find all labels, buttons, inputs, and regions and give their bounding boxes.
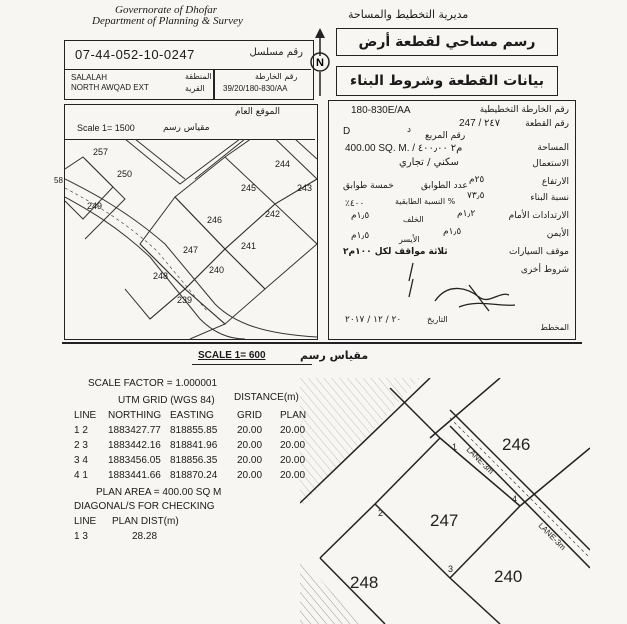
distance-title: DISTANCE(m) [234, 392, 299, 403]
main-scale: SCALE 1= 600 [198, 350, 266, 361]
coord-cell: 20.00 [280, 455, 306, 466]
location-map-header [65, 105, 315, 140]
corner-3: 3 [448, 564, 454, 574]
floors-value: خمسة طوابق [343, 181, 394, 191]
loc-plot-247: 247 [183, 245, 199, 255]
loc-plot-243: 243 [297, 183, 313, 193]
loc-plot-250: 250 [117, 169, 133, 179]
corner-2: 2 [378, 508, 384, 518]
loc-plot-242: 242 [265, 209, 281, 219]
floor-ratio-label: % النسبة الطابقية [395, 197, 456, 206]
use-value: سكني / تجاري [399, 157, 459, 168]
square-value-ar: د [407, 125, 412, 135]
map-plan-value: 180-830E/AA [351, 105, 411, 116]
location-map-scale: Scale 1= 1500 [77, 123, 135, 133]
serial-location-box [64, 40, 314, 100]
governorate-title: Governorate of Dhofar [115, 4, 218, 16]
department-title: Department of Planning & Survey [92, 15, 243, 27]
location-map-drawing [65, 139, 317, 339]
plot-240: 240 [494, 567, 523, 586]
village-en: NORTH AWQAD EXT [71, 83, 149, 92]
col-plan: PLAN [280, 410, 307, 421]
loc-plot-239: 239 [177, 295, 193, 305]
serial-label: رقم مسلسل [249, 47, 303, 58]
loc-plot-249: 249 [87, 201, 103, 211]
coord-cell: 20.00 [280, 440, 306, 451]
loc-edge-label: 58 [54, 176, 63, 185]
handwriting-signature [339, 261, 519, 321]
divider [213, 69, 215, 99]
other-label: شروط أخرى [520, 265, 569, 275]
serial-row [65, 41, 311, 70]
corner-4: 4 [512, 494, 518, 504]
coord-cell: 20.00 [280, 470, 306, 481]
setback-back-label: الخلف [403, 215, 424, 224]
lane-label-1: LANE-3m [464, 445, 496, 476]
plot-246: 246 [502, 435, 531, 454]
main-scale-label: مقياس رسم [300, 349, 369, 362]
coord-cell: 1883442.16 [108, 440, 161, 451]
plot-247: 247 [430, 511, 459, 530]
diag-line: 1 3 [74, 531, 88, 542]
coord-cell: 1883441.66 [108, 470, 161, 481]
col-grid: GRID [237, 410, 262, 421]
corner-1: 1 [452, 442, 458, 452]
ratio-value: ٧٣٫٥ [467, 191, 485, 201]
coord-cell: 1883456.05 [108, 455, 161, 466]
svg-text:N: N [316, 57, 324, 69]
diag-col-line: LINE [74, 516, 97, 527]
coord-cell: 818870.24 [170, 470, 218, 481]
parking-value: ثلاثة مواقف لكل ١٠٠م٢ [343, 247, 448, 257]
coord-cell: 1883427.77 [108, 425, 161, 436]
coord-cell: 3 4 [74, 455, 88, 466]
loc-plot-257: 257 [93, 147, 109, 157]
plan-area: PLAN AREA = 400.00 SQ M [96, 487, 222, 498]
coord-cell: 1 2 [74, 425, 88, 436]
map-label: رقم الخارطة [255, 72, 298, 81]
coord-cell: 4 1 [74, 470, 88, 481]
coord-cell: 2 3 [74, 440, 88, 451]
ratio-label: نسبة البناء [530, 193, 569, 203]
diag-dist: 28.28 [132, 531, 158, 542]
date-label: التاريخ [427, 315, 448, 324]
parking-label: موقف السيارات [509, 247, 569, 257]
plot-drawing [300, 378, 590, 624]
region-en: SALALAH [71, 73, 108, 82]
village-label: القرية [185, 84, 205, 93]
doc-title: رسم مساحي لقطعة أرض [358, 34, 536, 50]
setback-label: الارتدادات الأمام [508, 211, 569, 221]
location-map-title: الموقع العام [235, 107, 280, 117]
diag-col-dist: PLAN DIST(m) [112, 516, 179, 527]
coord-cell: 20.00 [237, 470, 263, 481]
left-value: ١٫٥م [351, 231, 370, 241]
plot-data-box [328, 100, 576, 340]
location-map-scale-label: مقياس رسم [163, 123, 210, 133]
serial-number: 07-44-052-10-0247 [75, 47, 195, 62]
diagonal-title: DIAGONAL/S FOR CHECKING [74, 501, 215, 512]
col-line: LINE [74, 410, 97, 421]
coord-cell: 818841.96 [170, 440, 218, 451]
date-value: ٢٠ / ١٢ / ٢٠١٧ [345, 315, 402, 325]
area-label: المساحة [537, 143, 569, 153]
col-easting: EASTING [170, 410, 214, 421]
loc-plot-248: 248 [153, 271, 169, 281]
loc-plot-241: 241 [241, 241, 257, 251]
coord-cell: 818856.35 [170, 455, 218, 466]
height-value: ٢٥م [469, 175, 485, 185]
loc-plot-240: 240 [209, 265, 225, 275]
plot-section-title-box [336, 66, 558, 96]
right-label: الأيمن [546, 229, 569, 239]
floor-ratio-value: ٤٠٠٪ [345, 199, 365, 209]
coord-cell: 20.00 [237, 440, 263, 451]
left-label: الأيسر [399, 235, 420, 244]
planner-label: المخطط [540, 323, 569, 332]
right-value: ١٫٥م [443, 227, 462, 237]
setback-front: ١٫٢م [457, 209, 476, 219]
coord-cell: 20.00 [237, 455, 263, 466]
use-label: الاستعمال [532, 159, 569, 169]
section-divider [62, 342, 582, 344]
loc-plot-245: 245 [241, 183, 257, 193]
map-plan-label: رقم الخارطة التخطيطية [479, 105, 569, 115]
department-title-ar: مديرية التخطيط والمساحة [348, 8, 469, 21]
location-map-box [64, 104, 318, 340]
loc-plot-244: 244 [275, 159, 291, 169]
scale-underline [192, 364, 312, 365]
floors-label: عدد الطوابق [421, 181, 468, 191]
coord-cell: 20.00 [280, 425, 306, 436]
lane-label-2: LANE-3m [536, 521, 568, 552]
setback-back: ١٫٥م [351, 211, 370, 221]
plot-248: 248 [350, 573, 379, 592]
square-value: D [343, 126, 351, 137]
plot-no-value: 247 / ٢٤٧ [459, 118, 501, 129]
grid-title: UTM GRID (WGS 84) [118, 395, 215, 406]
doc-title-box [336, 28, 558, 56]
region-label: المنطقة [185, 72, 212, 81]
scale-factor: SCALE FACTOR = 1.000001 [88, 378, 218, 389]
area-value: 400.00 SQ. M. / م٢ ٤٠٠٫٠٠ [345, 143, 463, 154]
col-northing: NORTHING [108, 410, 162, 421]
height-label: الارتفاع [541, 177, 569, 187]
map-number: 39/20/180-830/AA [223, 84, 288, 93]
coord-cell: 20.00 [237, 425, 263, 436]
plot-no-label: رقم القطعة [525, 119, 569, 129]
square-label: رقم المربع [425, 131, 466, 141]
coord-cell: 818855.85 [170, 425, 218, 436]
plot-section-title: بيانات القطعة وشروط البناء [350, 73, 544, 89]
loc-plot-246: 246 [207, 215, 223, 225]
